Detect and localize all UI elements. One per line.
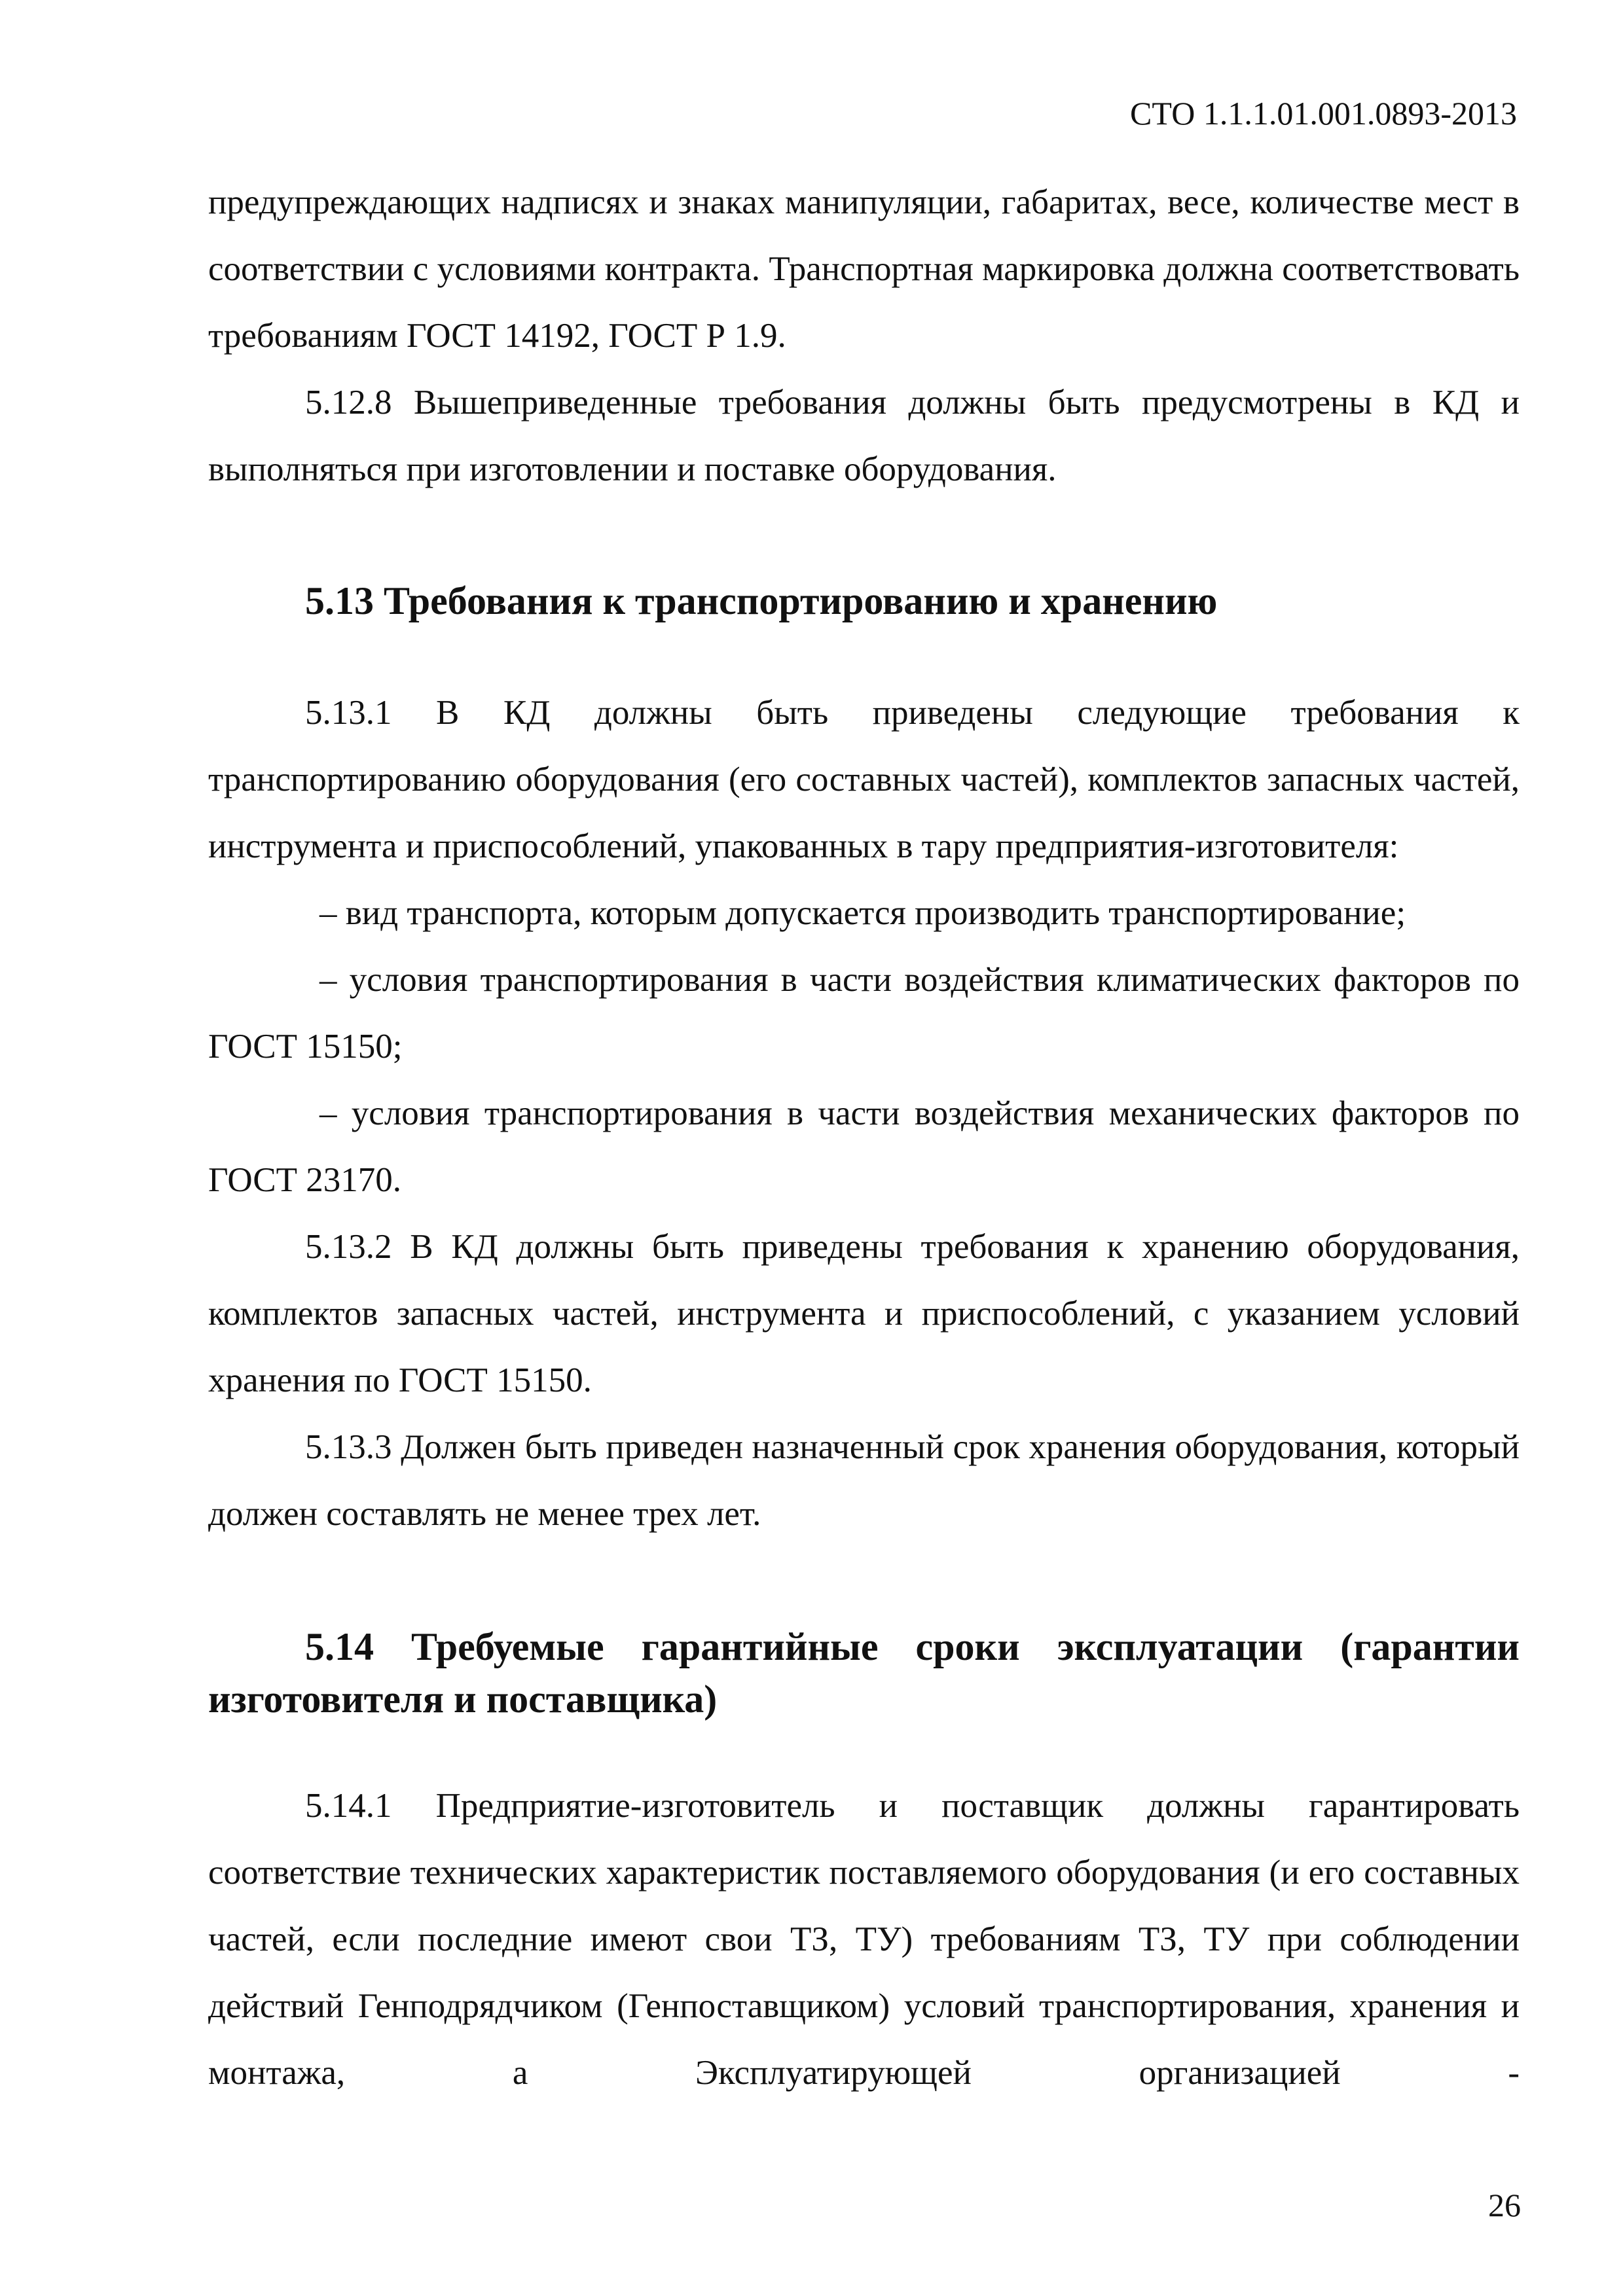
paragraph-5-14-1: 5.14.1 Предприятие-изготовитель и поставщик должны гарантировать соответствие технических характеристик поставляемого оборудования (и его составных частей, если последние имеют свои ТЗ, ТУ) требованиям ТЗ, ТУ при соблюдении действий Генподрядчиком (Генпоставщиком) условий транспортирования, хранения и монтажа, а Эксплуатирующей организацией - bbox=[208, 1787, 1520, 2092]
list-item-mechanical-factors: – условия транспортирования в части воздействия механических факторов по ГОСТ 23170. bbox=[208, 1094, 1520, 1199]
paragraph-5-13-3: 5.13.3 Должен быть приведен назначенный срок хранения оборудования, который должен составлять не менее трех лет. bbox=[208, 1428, 1520, 1533]
paragraph-5-13-2: 5.13.2 В КД должны быть приведены требования к хранению оборудования, комплектов запасных частей, инструмента и приспособлений, с указанием условий хранения по ГОСТ 15150. bbox=[208, 1228, 1520, 1399]
document-code: СТО 1.1.1.01.001.0893-2013 bbox=[1130, 95, 1517, 132]
page-body bbox=[208, 169, 1520, 2106]
section-heading-5-13: 5.13 Требования к транспортированию и хранению bbox=[305, 579, 1218, 622]
paragraph-5-13-1: 5.13.1 В КД должны быть приведены следующие требования к транспортированию оборудования (его составных частей), комплектов запасных частей, инструмента и приспособлений, упакованных в тару предприятия-изготовителя: bbox=[208, 694, 1520, 865]
paragraph-5-12-8: 5.12.8 Вышеприведенные требования должны быть предусмотрены в КД и выполняться при изготовлении и поставке оборудования. bbox=[208, 384, 1520, 488]
list-item-climatic-factors: – условия транспортирования в части воздействия климатических факторов по ГОСТ 15150; bbox=[208, 961, 1520, 1066]
list-item-transport-type: – вид транспорта, которым допускается производить транспортирование; bbox=[319, 894, 1406, 932]
section-heading-5-14: 5.14 Требуемые гарантийные сроки эксплуатации (гарантии изготовителя и поставщика) bbox=[208, 1625, 1520, 1721]
paragraph-continuation: предупреждающих надписях и знаках манипуляции, габаритах, весе, количестве мест в соответствии с условиями контракта. Транспортная маркировка должна соответствовать требованиям ГОСТ 14192, ГОСТ Р 1.9. bbox=[208, 183, 1520, 355]
page-number: 26 bbox=[1488, 2187, 1521, 2223]
